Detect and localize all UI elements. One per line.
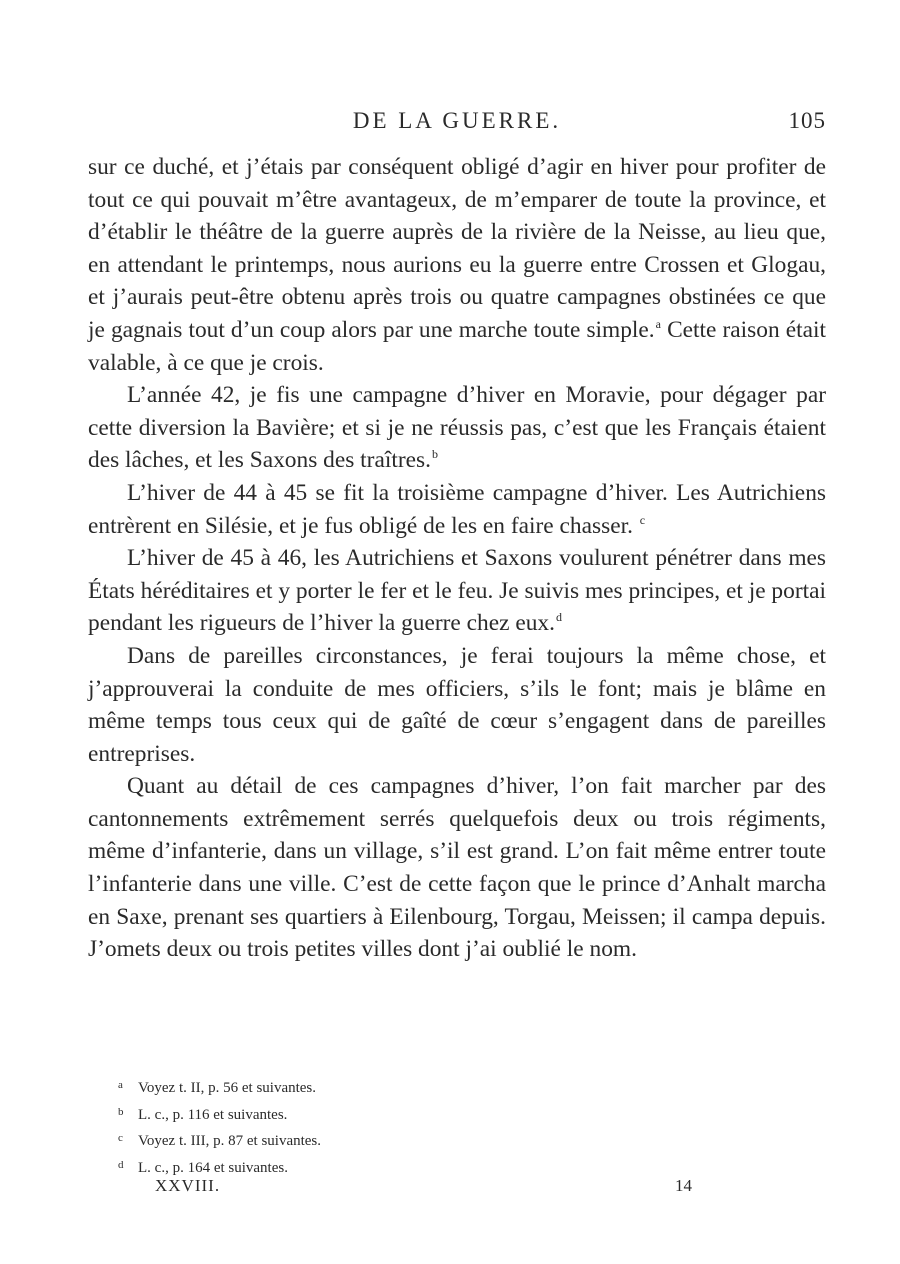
paragraph-text: Dans de pareilles circonstances, je ferai toujours la même chose, et j’approuverai la conduite de mes officiers, s’ils le font; mais je blâme en même temps tous ceux qui de gaîté de cœur s’engagent dans de pareilles entreprises. xyxy=(88,642,826,767)
paragraph xyxy=(88,640,826,770)
paragraph-text: L’hiver de 44 à 45 se fit la troisième campagne d’hiver. Les Autrichiens entrèrent en Silésie, et je fus obligé de les en faire chasser. xyxy=(88,479,826,539)
paragraph xyxy=(88,477,826,542)
volume-signature: XXVIII. xyxy=(155,1176,221,1195)
footnote xyxy=(118,1127,618,1154)
footnote-text: Voyez t. II, p. 56 et suivantes. xyxy=(138,1080,317,1096)
paragraph-text: L’hiver de 45 à 46, les Autrichiens et Saxons voulurent pénétrer dans mes États héréditaires et y porter le fer et le feu. Je suivis mes principes, et je portai pendant les rigueurs de l’hiver la guerre chez eux. xyxy=(88,545,826,637)
footnotes xyxy=(118,1074,618,1180)
footnote-ref-a: a xyxy=(655,316,661,331)
footnote-mark: a xyxy=(118,1079,123,1091)
paragraph-text: sur ce duché, et j’étais par conséquent obligé d’agir en hiver pour profiter de tout ce qui pouvait m’être avantageux, de m’emparer de toute la province, et d’établir le théâtre de la guerre auprès de la rivière de la Neisse, au lieu que, en attendant le printemps, nous aurions eu la guerre entre Crossen et Glogau, et j’aurais peut-être obtenu après trois ou quatre campagnes obstinées ce que je gagnais tout d’un coup alors par une marche toute simple. xyxy=(88,154,826,343)
paragraph-text: Quant au détail de ces campagnes d’hiver, l’on fait marcher par des cantonnements extrêmement serrés quelquefois deux ou trois régiments, même d’infanterie, dans un village, s’il est grand. L’on fait même entrer toute l’infanterie dans une ville. C’est de cette façon que le prince d’Anhalt marcha en Saxe, prenant ses quartiers à Eilenbourg, Torgau, Meissen; il campa depuis. J’omets deux ou trois petites villes dont j’ai oublié le nom. xyxy=(88,773,826,963)
paragraph-text-after: Cette raison était valable, à ce que je crois. xyxy=(88,316,826,376)
footnote-text: L. c., p. 164 et suivantes. xyxy=(138,1159,288,1176)
footnote-text: L. c., p. 116 et suivantes. xyxy=(138,1106,288,1123)
paragraph xyxy=(88,770,826,966)
footnote-mark: b xyxy=(118,1105,124,1118)
paragraph xyxy=(88,379,826,477)
footnote xyxy=(118,1074,618,1101)
paragraph-continuation xyxy=(88,151,826,379)
footnote-ref-c: c xyxy=(639,512,646,527)
footnote-text: Voyez t. III, p. 87 et suivantes. xyxy=(138,1133,322,1149)
footnote-ref-b: b xyxy=(431,447,438,462)
footnote xyxy=(118,1101,618,1128)
paragraph xyxy=(88,542,826,640)
footnote-mark: c xyxy=(118,1132,123,1144)
running-title: DE LA GUERRE. xyxy=(352,108,562,133)
sheet-number: 14 xyxy=(675,1176,692,1195)
body-text xyxy=(88,151,826,966)
footnote-mark: d xyxy=(118,1158,124,1171)
running-head xyxy=(88,106,826,140)
paragraph-text: L’année 42, je fis une campagne d’hiver en Moravie, pour dégager par cette diversion la Bavière; et si je ne réussis pas, c’est que les Français étaient des lâches, et les Saxons des traîtres. xyxy=(88,382,826,474)
page-number: 105 xyxy=(788,108,826,133)
footnote-ref-d: d xyxy=(555,610,562,625)
